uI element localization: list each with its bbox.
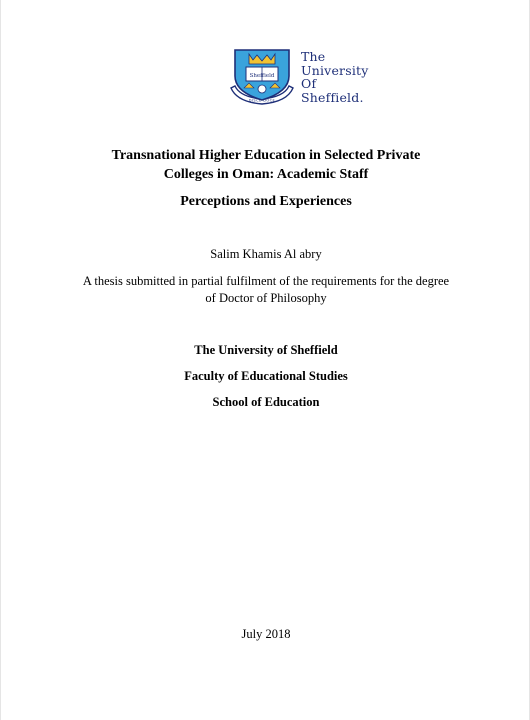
- thesis-title-line-3: Perceptions and Experiences: [180, 194, 352, 209]
- svg-text:DISCE DOCE: DISCE DOCE: [248, 98, 276, 103]
- university-wordmark: [301, 50, 369, 104]
- thesis-title-line-2: Colleges in Oman: Academic Staff: [163, 167, 369, 182]
- faculty-name: Faculty of Educational Studies: [184, 369, 348, 383]
- crest-icon: [227, 46, 297, 110]
- svg-text:Sheffield: Sheffield: [249, 73, 275, 79]
- wordmark-line: The: [301, 49, 326, 64]
- wordmark-line: Of: [301, 76, 317, 91]
- university-logo: [227, 46, 387, 110]
- wordmark-line: Sheffield.: [301, 89, 364, 105]
- submission-date: July 2018: [241, 627, 291, 641]
- submission-statement-line-2: of Doctor of Philosophy: [205, 291, 327, 305]
- author-name: Salim Khamis Al abry: [210, 247, 322, 261]
- school-name: School of Education: [212, 395, 320, 409]
- university-name: The University of Sheffield: [194, 343, 338, 357]
- submission-statement-line-1: A thesis submitted in partial fulfilment of the requirements for the degree: [82, 274, 450, 288]
- thesis-title-line-1: Transnational Higher Education in Selected Private: [111, 148, 421, 163]
- wordmark-line: University: [301, 62, 369, 78]
